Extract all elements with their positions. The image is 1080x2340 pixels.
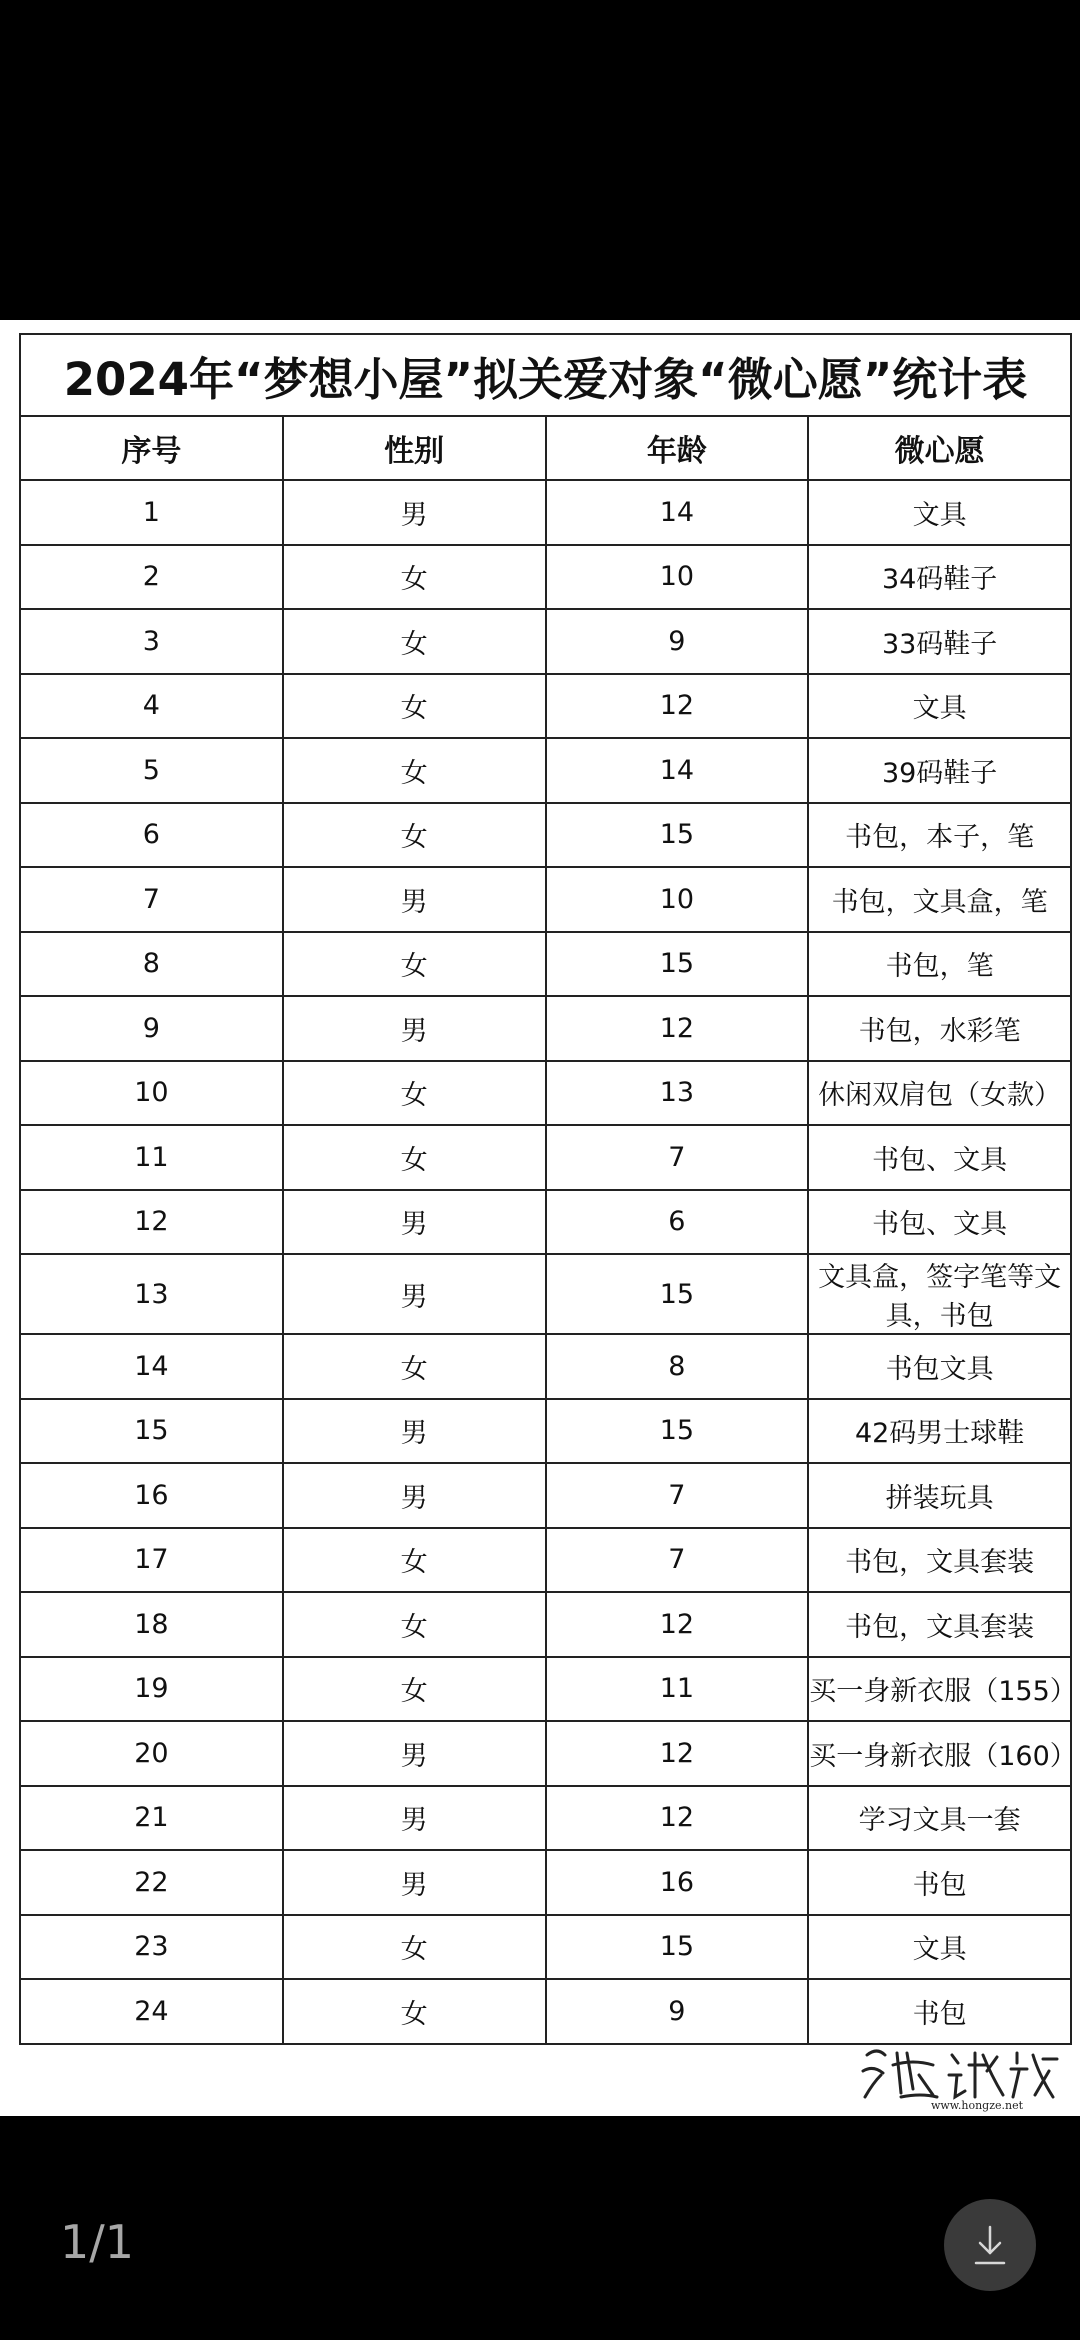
cell-age: 15 <box>546 1399 809 1464</box>
table-row <box>20 545 1071 610</box>
cell-gender: 男 <box>283 1463 546 1528</box>
cell-gender: 女 <box>283 1979 546 2044</box>
table-row <box>20 1786 1071 1851</box>
table-row <box>20 1125 1071 1190</box>
cell-wish: 买一身新衣服（160） <box>808 1721 1071 1786</box>
cell-wish: 文具盒，签字笔等文具，书包 <box>808 1254 1071 1334</box>
cell-wish: 书包 <box>808 1979 1071 2044</box>
table-row <box>20 932 1071 997</box>
cell-index: 9 <box>20 996 283 1061</box>
cell-age: 12 <box>546 674 809 739</box>
cell-gender: 女 <box>283 1657 546 1722</box>
cell-age: 7 <box>546 1125 809 1190</box>
cell-wish: 34码鞋子 <box>808 545 1071 610</box>
table-header-row <box>20 416 1071 480</box>
download-icon <box>970 2223 1010 2267</box>
table-row <box>20 996 1071 1061</box>
download-button[interactable] <box>944 2199 1036 2291</box>
cell-index: 15 <box>20 1399 283 1464</box>
table-body <box>20 480 1077 2044</box>
cell-wish: 书包，文具套装 <box>808 1592 1071 1657</box>
cell-index: 14 <box>20 1334 283 1399</box>
cell-wish: 休闲双肩包（女款） <box>808 1061 1071 1126</box>
table-row <box>20 1979 1071 2044</box>
column-header-index: 序号 <box>20 416 283 480</box>
cell-age: 6 <box>546 1190 809 1255</box>
table-row <box>20 1061 1071 1126</box>
table-row <box>20 738 1071 803</box>
cell-index: 12 <box>20 1190 283 1255</box>
cell-age: 10 <box>546 545 809 610</box>
cell-wish: 39码鞋子 <box>808 738 1071 803</box>
cell-wish: 买一身新衣服（155） <box>808 1657 1071 1722</box>
cell-age: 15 <box>546 803 809 868</box>
column-header-age: 年龄 <box>546 416 809 480</box>
cell-gender: 男 <box>283 996 546 1061</box>
cell-index: 19 <box>20 1657 283 1722</box>
cell-index: 17 <box>20 1528 283 1593</box>
cell-wish: 书包，笔 <box>808 932 1071 997</box>
cell-index: 7 <box>20 867 283 932</box>
cell-gender: 男 <box>283 867 546 932</box>
table-row <box>20 609 1071 674</box>
cell-age: 8 <box>546 1334 809 1399</box>
table-row <box>20 1915 1071 1980</box>
table-row <box>20 480 1071 545</box>
column-header-gender: 性别 <box>283 416 546 480</box>
cell-age: 10 <box>546 867 809 932</box>
table-row <box>20 803 1071 868</box>
cell-age: 14 <box>546 738 809 803</box>
watermark-url: www.hongze.net <box>930 2099 1024 2112</box>
table-row <box>20 1592 1071 1657</box>
cell-wish: 书包文具 <box>808 1334 1071 1399</box>
forum-logo-watermark <box>857 2035 1072 2113</box>
cell-index: 16 <box>20 1463 283 1528</box>
cell-gender: 男 <box>283 1190 546 1255</box>
cell-index: 22 <box>20 1850 283 1915</box>
cell-wish: 书包、文具 <box>808 1125 1071 1190</box>
cell-gender: 女 <box>283 1915 546 1980</box>
table-row <box>20 1334 1071 1399</box>
column-header-wish: 微心愿 <box>808 416 1071 480</box>
cell-age: 12 <box>546 1786 809 1851</box>
cell-age: 16 <box>546 1850 809 1915</box>
cell-index: 21 <box>20 1786 283 1851</box>
cell-index: 20 <box>20 1721 283 1786</box>
cell-gender: 女 <box>283 1592 546 1657</box>
cell-age: 9 <box>546 1979 809 2044</box>
table-row <box>20 1254 1071 1334</box>
cell-wish: 33码鞋子 <box>808 609 1071 674</box>
cell-gender: 男 <box>283 1850 546 1915</box>
cell-gender: 女 <box>283 1061 546 1126</box>
cell-index: 3 <box>20 609 283 674</box>
cell-index: 1 <box>20 480 283 545</box>
cell-wish: 文具 <box>808 674 1071 739</box>
cell-gender: 女 <box>283 1125 546 1190</box>
cell-gender: 女 <box>283 545 546 610</box>
cell-age: 12 <box>546 1721 809 1786</box>
table-row <box>20 1528 1071 1593</box>
cell-gender: 女 <box>283 738 546 803</box>
cell-age: 9 <box>546 609 809 674</box>
cell-age: 7 <box>546 1528 809 1593</box>
cell-age: 12 <box>546 996 809 1061</box>
cell-gender: 女 <box>283 932 546 997</box>
cell-wish: 拼装玩具 <box>808 1463 1071 1528</box>
table-row <box>20 1657 1071 1722</box>
table-row <box>20 1399 1071 1464</box>
table-row <box>20 674 1071 739</box>
cell-index: 5 <box>20 738 283 803</box>
cell-wish: 书包，本子，笔 <box>808 803 1071 868</box>
cell-gender: 女 <box>283 803 546 868</box>
cell-gender: 男 <box>283 480 546 545</box>
cell-wish: 学习文具一套 <box>808 1786 1071 1851</box>
cell-index: 4 <box>20 674 283 739</box>
table-title: 2024年“梦想小屋”拟关爱对象“微心愿”统计表 <box>20 334 1071 416</box>
cell-gender: 男 <box>283 1721 546 1786</box>
cell-gender: 男 <box>283 1399 546 1464</box>
cell-gender: 男 <box>283 1254 546 1334</box>
cell-age: 7 <box>546 1463 809 1528</box>
cell-index: 10 <box>20 1061 283 1126</box>
cell-index: 24 <box>20 1979 283 2044</box>
cell-age: 12 <box>546 1592 809 1657</box>
table-row <box>20 1190 1071 1255</box>
cell-index: 6 <box>20 803 283 868</box>
table-row <box>20 1721 1071 1786</box>
table-row <box>20 1463 1071 1528</box>
cell-wish: 书包 <box>808 1850 1071 1915</box>
cell-age: 11 <box>546 1657 809 1722</box>
cell-gender: 女 <box>283 674 546 739</box>
page-indicator: 1/1 <box>60 2215 135 2269</box>
cell-index: 8 <box>20 932 283 997</box>
cell-gender: 女 <box>283 1528 546 1593</box>
cell-gender: 女 <box>283 609 546 674</box>
table-row <box>20 1850 1071 1915</box>
cell-age: 13 <box>546 1061 809 1126</box>
cell-wish: 书包，文具盒，笔 <box>808 867 1071 932</box>
cell-index: 2 <box>20 545 283 610</box>
table-row <box>20 867 1071 932</box>
document-image[interactable] <box>0 320 1080 2116</box>
cell-age: 14 <box>546 480 809 545</box>
cell-index: 18 <box>20 1592 283 1657</box>
cell-index: 13 <box>20 1254 283 1334</box>
cell-wish: 书包，文具套装 <box>808 1528 1071 1593</box>
cell-gender: 男 <box>283 1786 546 1851</box>
cell-gender: 女 <box>283 1334 546 1399</box>
cell-wish: 书包、文具 <box>808 1190 1071 1255</box>
cell-wish: 书包，水彩笔 <box>808 996 1071 1061</box>
cell-age: 15 <box>546 1254 809 1334</box>
cell-wish: 文具 <box>808 1915 1071 1980</box>
cell-index: 23 <box>20 1915 283 1980</box>
cell-wish: 文具 <box>808 480 1071 545</box>
cell-age: 15 <box>546 1915 809 1980</box>
wish-table <box>19 333 1077 2045</box>
cell-wish: 42码男士球鞋 <box>808 1399 1071 1464</box>
cell-age: 15 <box>546 932 809 997</box>
cell-index: 11 <box>20 1125 283 1190</box>
